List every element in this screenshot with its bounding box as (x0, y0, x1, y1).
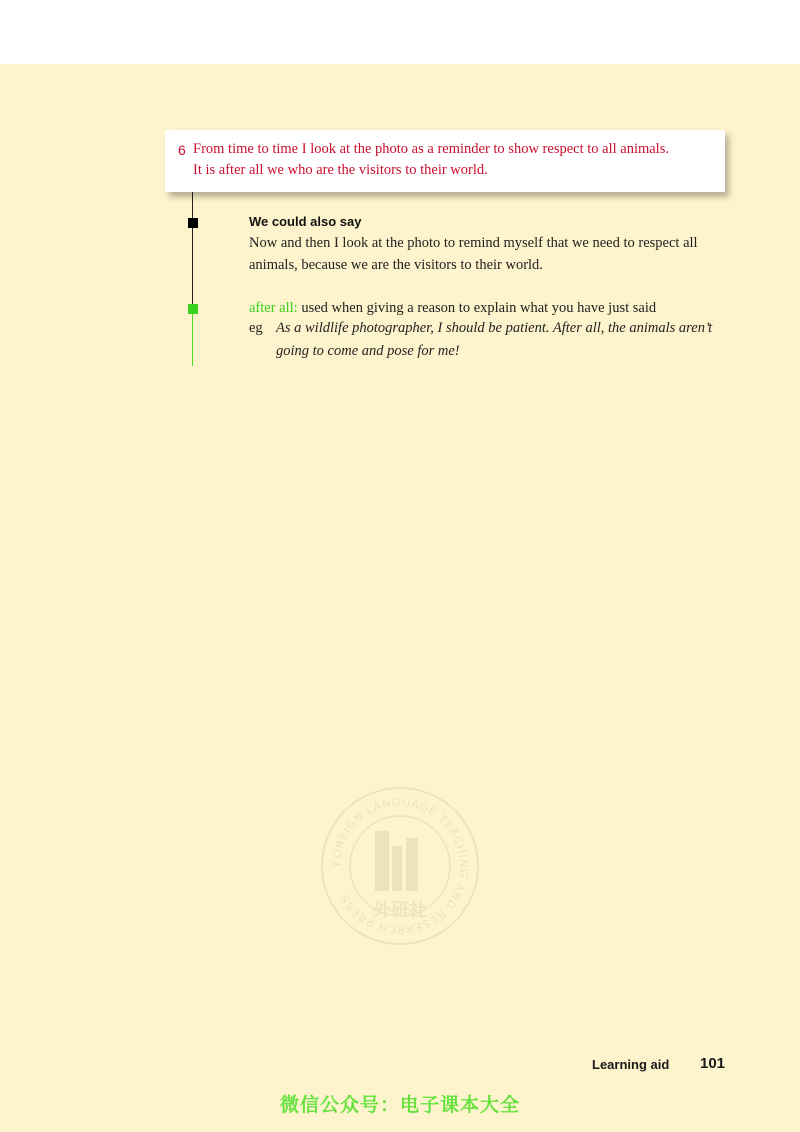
quote-box (165, 130, 725, 192)
quote-line-1: From time to time I look at the photo as a reminder to show respect to all animals. (193, 141, 669, 157)
seal-ring-text: FOREIGN LANGUAGE TEACHING AND RESEARCH PRESS (329, 795, 471, 937)
quote-number: 6 (178, 142, 186, 158)
footer-section-label: Learning aid (592, 1057, 670, 1072)
connector-line-green (192, 311, 193, 366)
example-line-2: going to come and pose for me! (276, 343, 460, 359)
page-background (0, 64, 800, 1132)
wechat-banner: 微信公众号：电子课本大全 (279, 1094, 520, 1116)
publisher-seal-watermark (320, 776, 480, 956)
vocab-definition: used when giving a reason to explain what you have just said (297, 300, 657, 316)
seal-center-text: 外研社 (373, 900, 427, 921)
example-line-1: As a wildlife photographer, I should be patient. After all, the animals aren’t (276, 320, 713, 336)
page-number: 101 (700, 1055, 726, 1072)
example-label: eg (249, 320, 263, 336)
paraphrase-marker (188, 218, 198, 228)
vocab-marker (188, 304, 198, 314)
paraphrase-heading: We could also say (249, 214, 362, 229)
connector-line (192, 192, 193, 311)
vocab-term: after all: (249, 300, 298, 316)
vocab-entry (249, 300, 656, 317)
quote-line-2: It is after all we who are the visitors to their world. (193, 162, 488, 178)
paraphrase-line-1: Now and then I look at the photo to remind myself that we need to respect all (249, 235, 698, 251)
paraphrase-line-2: animals, because we are the visitors to their world. (249, 257, 543, 273)
